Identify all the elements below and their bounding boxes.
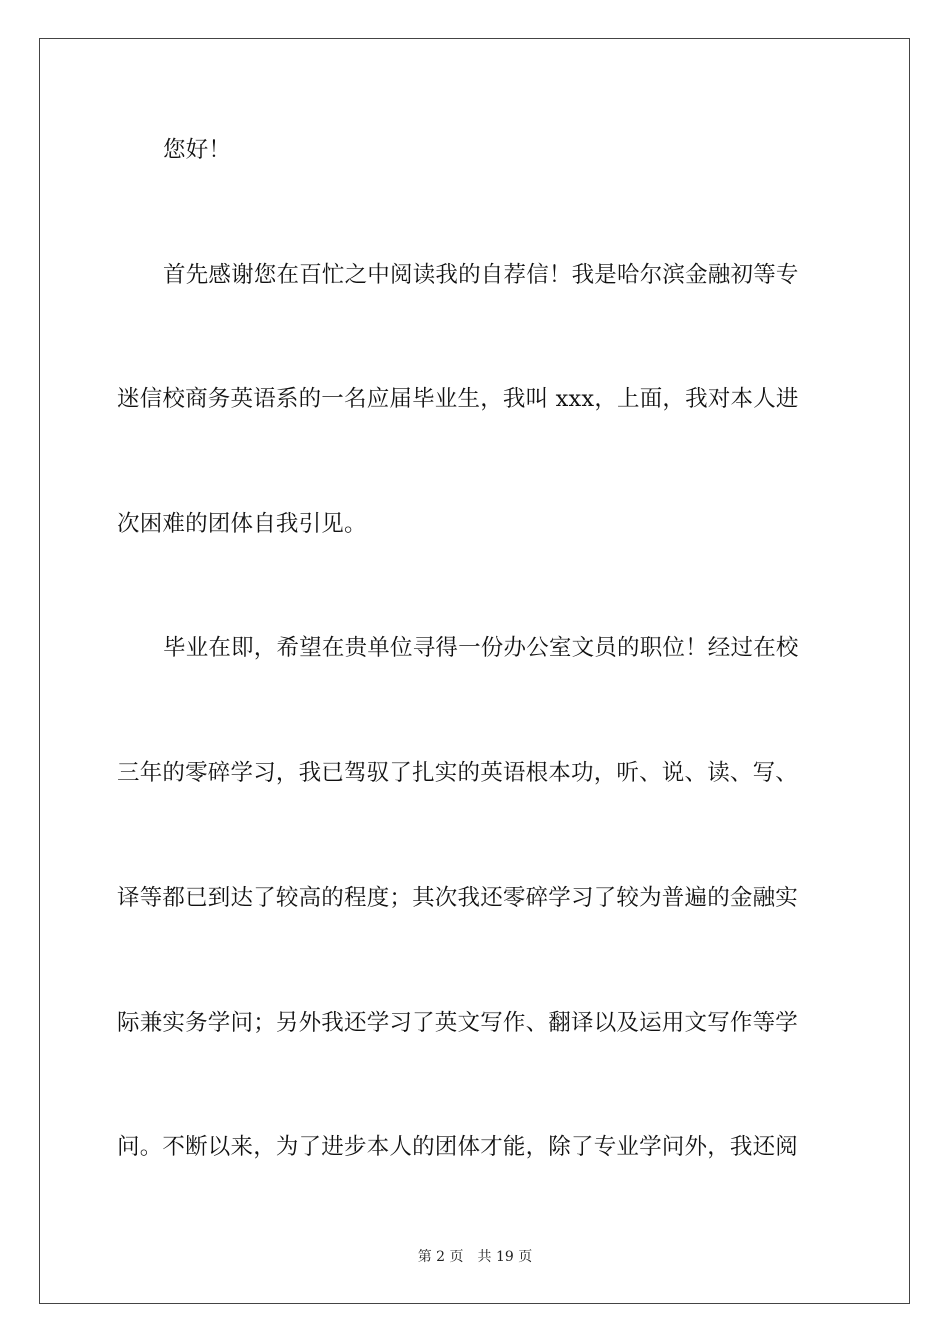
body-line: 问。不断以来，为了进步本人的团体才能，除了专业学问外，我还阅 xyxy=(117,1134,799,1160)
body-line: 译等都已到达了较高的程度；其次我还零碎学习了较为普遍的金融实 xyxy=(117,885,799,911)
body-line: 首先感谢您在百忙之中阅读我的自荐信！我是哈尔滨金融初等专 xyxy=(163,262,799,288)
body-line: 际兼实务学问；另外我还学习了英文写作、翻译以及运用文写作等学 xyxy=(117,1010,799,1036)
body-line: 毕业在即，希望在贵单位寻得一份办公室文员的职位！经过在校 xyxy=(163,635,799,661)
greeting-line: 您好！ xyxy=(163,137,232,163)
page-total: 共 19 页 xyxy=(477,1249,533,1265)
body-line: 迷信校商务英语系的一名应届毕业生，我叫 xxx，上面，我对本人进 xyxy=(117,386,799,412)
page-frame xyxy=(39,38,910,1304)
body-line: 三年的零碎学习，我已驾驭了扎实的英语根本功，听、说、读、写、 xyxy=(117,760,799,786)
page-footer xyxy=(0,1248,950,1266)
page-number: 第 2 页 xyxy=(417,1249,464,1265)
body-line: 次困难的团体自我引见。 xyxy=(117,511,367,537)
